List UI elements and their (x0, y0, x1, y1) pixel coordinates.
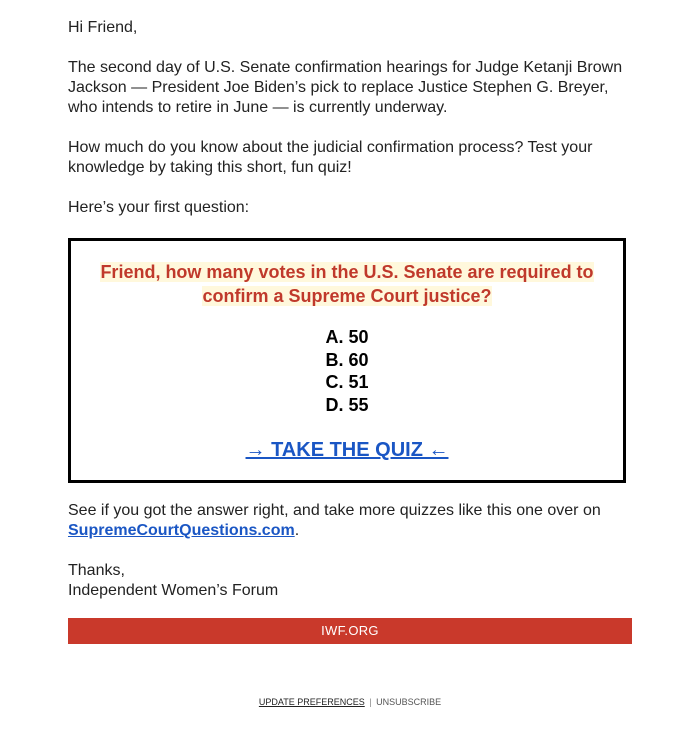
quiz-question (91, 260, 603, 308)
signoff (68, 561, 632, 601)
supreme-court-questions-link[interactable]: SupremeCourtQuestions.com (68, 522, 295, 539)
update-preferences-link[interactable]: UPDATE PREFERENCES (258, 697, 365, 707)
quiz-invite-paragraph: How much do you know about the judicial confirmation process? Test your knowledge by taking this short, fun quiz! (68, 139, 593, 176)
signoff-thanks: Thanks, (68, 562, 125, 579)
first-question-lead: Here’s your first question: (68, 199, 250, 216)
answer-option-c: C. 51 (325, 372, 369, 392)
footer-separator: | (369, 697, 372, 707)
iwf-footer-link[interactable]: IWF.ORG (68, 618, 632, 644)
preferences-footer (0, 697, 700, 707)
greeting: Hi Friend, (68, 19, 138, 36)
answer-option-d: D. 55 (325, 394, 369, 415)
quiz-question-text: Friend, how many votes in the U.S. Senate are required to confirm a Supreme Court justice? (100, 262, 594, 306)
answer-option-a: A. 50 (325, 327, 369, 347)
quiz-answers (325, 326, 368, 416)
answer-option-b: B. 60 (325, 349, 369, 370)
signoff-org: Independent Women’s Forum (68, 582, 279, 599)
take-quiz-link[interactable]: → TAKE THE QUIZ ← (245, 439, 449, 461)
intro-paragraph: The second day of U.S. Senate confirmation hearings for Judge Ketanji Brown Jackson — President Joe Biden’s pick to replace Justice Stephen G. Breyer, who intends to retire in June — is currently underway. (68, 59, 623, 116)
follow-up-paragraph (68, 501, 632, 541)
follow-up-text: See if you got the answer right, and take more quizzes like this one over on (68, 502, 601, 519)
quiz-box (68, 238, 626, 483)
unsubscribe-link[interactable]: UNSUBSCRIBE (376, 697, 442, 707)
follow-up-end: . (294, 522, 300, 539)
email-body (68, 18, 632, 621)
